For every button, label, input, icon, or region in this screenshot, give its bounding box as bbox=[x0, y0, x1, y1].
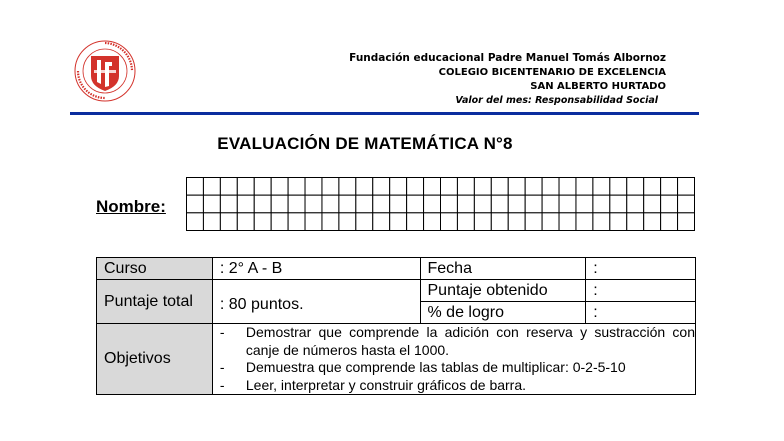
foundation-name: Fundación educacional Padre Manuel Tomás Albornoz bbox=[349, 52, 666, 64]
name-grid-cell[interactable] bbox=[356, 213, 373, 231]
fecha-field[interactable]: : bbox=[586, 258, 696, 280]
name-grid-cell[interactable] bbox=[390, 213, 407, 231]
name-grid-cell[interactable] bbox=[474, 178, 491, 196]
name-grid-cell[interactable] bbox=[203, 195, 220, 213]
name-grid-cell[interactable] bbox=[644, 213, 661, 231]
name-grid-cell[interactable] bbox=[187, 195, 204, 213]
name-grid-cell[interactable] bbox=[576, 213, 593, 231]
name-grid-cell[interactable] bbox=[610, 195, 627, 213]
name-grid-cell[interactable] bbox=[271, 195, 288, 213]
name-grid-cell[interactable] bbox=[441, 213, 458, 231]
name-grid-cell[interactable] bbox=[593, 213, 610, 231]
name-grid-cell[interactable] bbox=[322, 213, 339, 231]
name-grid-cell[interactable] bbox=[491, 213, 508, 231]
name-grid-cell[interactable] bbox=[525, 195, 542, 213]
name-grid-cell[interactable] bbox=[254, 178, 271, 196]
name-grid-cell[interactable] bbox=[220, 195, 237, 213]
puntaje-total-value: : 80 puntos. bbox=[212, 280, 420, 324]
name-grid-cell[interactable] bbox=[678, 213, 695, 231]
name-grid-cell[interactable] bbox=[237, 213, 254, 231]
name-grid-cell[interactable] bbox=[322, 195, 339, 213]
name-grid-cell[interactable] bbox=[457, 195, 474, 213]
name-grid-cell[interactable] bbox=[220, 213, 237, 231]
name-grid-cell[interactable] bbox=[356, 195, 373, 213]
name-grid-cell[interactable] bbox=[424, 178, 441, 196]
name-grid-cell[interactable] bbox=[508, 195, 525, 213]
name-grid-cell[interactable] bbox=[305, 213, 322, 231]
value-of-month: Valor del mes: Responsabilidad Social bbox=[455, 95, 658, 106]
name-grid-cell[interactable] bbox=[508, 213, 525, 231]
name-grid-cell[interactable] bbox=[474, 213, 491, 231]
name-grid-cell[interactable] bbox=[288, 195, 305, 213]
school-logo bbox=[74, 40, 136, 102]
name-grid-cell[interactable] bbox=[390, 195, 407, 213]
puntaje-obtenido-label: Puntaje obtenido bbox=[420, 280, 586, 302]
school-header bbox=[349, 51, 666, 108]
name-grid-cell[interactable] bbox=[559, 195, 576, 213]
name-grid-cell[interactable] bbox=[203, 178, 220, 196]
name-grid-cell[interactable] bbox=[593, 178, 610, 196]
school-name-2: SAN ALBERTO HURTADO bbox=[530, 81, 666, 92]
name-grid-cell[interactable] bbox=[542, 213, 559, 231]
name-grid-cell[interactable] bbox=[559, 178, 576, 196]
name-grid-cell[interactable] bbox=[576, 195, 593, 213]
name-grid-cell[interactable] bbox=[542, 195, 559, 213]
name-grid-cell[interactable] bbox=[271, 178, 288, 196]
curso-value: : 2° A - B bbox=[212, 258, 420, 280]
name-grid-cell[interactable] bbox=[508, 178, 525, 196]
logro-field[interactable]: : bbox=[586, 302, 696, 324]
name-grid-cell[interactable] bbox=[661, 178, 678, 196]
name-grid[interactable] bbox=[186, 177, 695, 231]
name-grid-cell[interactable] bbox=[220, 178, 237, 196]
name-grid-cell[interactable] bbox=[627, 195, 644, 213]
name-grid-cell[interactable] bbox=[407, 178, 424, 196]
objective-item: - Demostrar que comprende la adición con reserva y sustracción con canje de números hasta el 1000. bbox=[219, 324, 695, 358]
name-grid-cell[interactable] bbox=[542, 178, 559, 196]
name-grid-cell[interactable] bbox=[627, 213, 644, 231]
name-grid-cell[interactable] bbox=[491, 178, 508, 196]
name-grid-cell[interactable] bbox=[491, 195, 508, 213]
page-bottom-fade bbox=[0, 430, 784, 441]
name-grid-cell[interactable] bbox=[593, 195, 610, 213]
name-grid-cell[interactable] bbox=[373, 178, 390, 196]
name-label: Nombre: bbox=[96, 197, 166, 216]
name-grid-cell[interactable] bbox=[525, 178, 542, 196]
name-grid-cell[interactable] bbox=[474, 195, 491, 213]
name-grid-cell[interactable] bbox=[441, 178, 458, 196]
objetivos-label: Objetivos bbox=[97, 324, 213, 395]
name-grid-cell[interactable] bbox=[237, 178, 254, 196]
objective-item: - Leer, interpretar y construir gráficos de barra. bbox=[219, 376, 527, 393]
objective-item: - Demuestra que comprende las tablas de multiplicar: 0-2-5-10 bbox=[219, 359, 626, 375]
name-grid-cell[interactable] bbox=[288, 178, 305, 196]
name-grid-cell[interactable] bbox=[356, 178, 373, 196]
name-grid-cell[interactable] bbox=[610, 213, 627, 231]
name-grid-cell[interactable] bbox=[441, 195, 458, 213]
name-grid-cell[interactable] bbox=[254, 195, 271, 213]
name-grid-cell[interactable] bbox=[407, 195, 424, 213]
objective-text: Demuestra que comprende las tablas de multiplicar: 0-2-5-10 bbox=[245, 359, 626, 375]
name-grid-cell[interactable] bbox=[457, 213, 474, 231]
name-grid-cell[interactable] bbox=[678, 195, 695, 213]
name-grid-cell[interactable] bbox=[559, 213, 576, 231]
name-grid-cell[interactable] bbox=[457, 178, 474, 196]
name-grid-cell[interactable] bbox=[339, 213, 356, 231]
objetivos-cell bbox=[212, 324, 695, 395]
name-grid-cell[interactable] bbox=[424, 213, 441, 231]
header-rule bbox=[70, 112, 699, 115]
name-grid-cell[interactable] bbox=[407, 213, 424, 231]
name-grid-cell[interactable] bbox=[661, 195, 678, 213]
name-grid-cell[interactable] bbox=[373, 213, 390, 231]
puntaje-total-label: Puntaje total bbox=[97, 280, 213, 324]
name-grid-cell[interactable] bbox=[627, 178, 644, 196]
name-grid-cell[interactable] bbox=[187, 178, 204, 196]
name-grid-cell[interactable] bbox=[288, 213, 305, 231]
objective-text: Leer, interpretar y construir gráficos de barra. bbox=[245, 376, 527, 393]
name-grid-cell[interactable] bbox=[644, 178, 661, 196]
name-grid-cell[interactable] bbox=[424, 195, 441, 213]
info-table bbox=[96, 257, 696, 395]
name-grid-cell[interactable] bbox=[678, 178, 695, 196]
fecha-label: Fecha bbox=[420, 258, 586, 280]
objectives-list bbox=[220, 324, 695, 394]
objective-text: Demostrar que comprende la adición con reserva y sustracción con canje de números hasta el 1000. bbox=[245, 324, 695, 358]
name-grid-cell[interactable] bbox=[339, 195, 356, 213]
curso-label: Curso bbox=[97, 258, 213, 280]
name-grid-cell[interactable] bbox=[305, 178, 322, 196]
name-grid-cell[interactable] bbox=[525, 213, 542, 231]
name-grid-cell[interactable] bbox=[661, 213, 678, 231]
name-grid-cell[interactable] bbox=[339, 178, 356, 196]
name-grid-cell[interactable] bbox=[237, 195, 254, 213]
name-grid-cell[interactable] bbox=[610, 178, 627, 196]
name-grid-cell[interactable] bbox=[271, 213, 288, 231]
name-grid-cell[interactable] bbox=[322, 178, 339, 196]
puntaje-obtenido-field[interactable]: : bbox=[586, 280, 696, 302]
name-grid-cell[interactable] bbox=[187, 213, 204, 231]
school-name: COLEGIO BICENTENARIO DE EXCELENCIA bbox=[438, 67, 666, 78]
name-grid-cell[interactable] bbox=[576, 178, 593, 196]
name-grid-cell[interactable] bbox=[644, 195, 661, 213]
name-grid-cell[interactable] bbox=[254, 213, 271, 231]
page-title: EVALUACIÓN DE MATEMÁTICA N°8 bbox=[217, 134, 513, 153]
name-grid-cell[interactable] bbox=[203, 213, 220, 231]
name-grid-cell[interactable] bbox=[390, 178, 407, 196]
name-grid-cell[interactable] bbox=[305, 195, 322, 213]
name-grid-cell[interactable] bbox=[373, 195, 390, 213]
logro-label: % de logro bbox=[420, 302, 586, 324]
